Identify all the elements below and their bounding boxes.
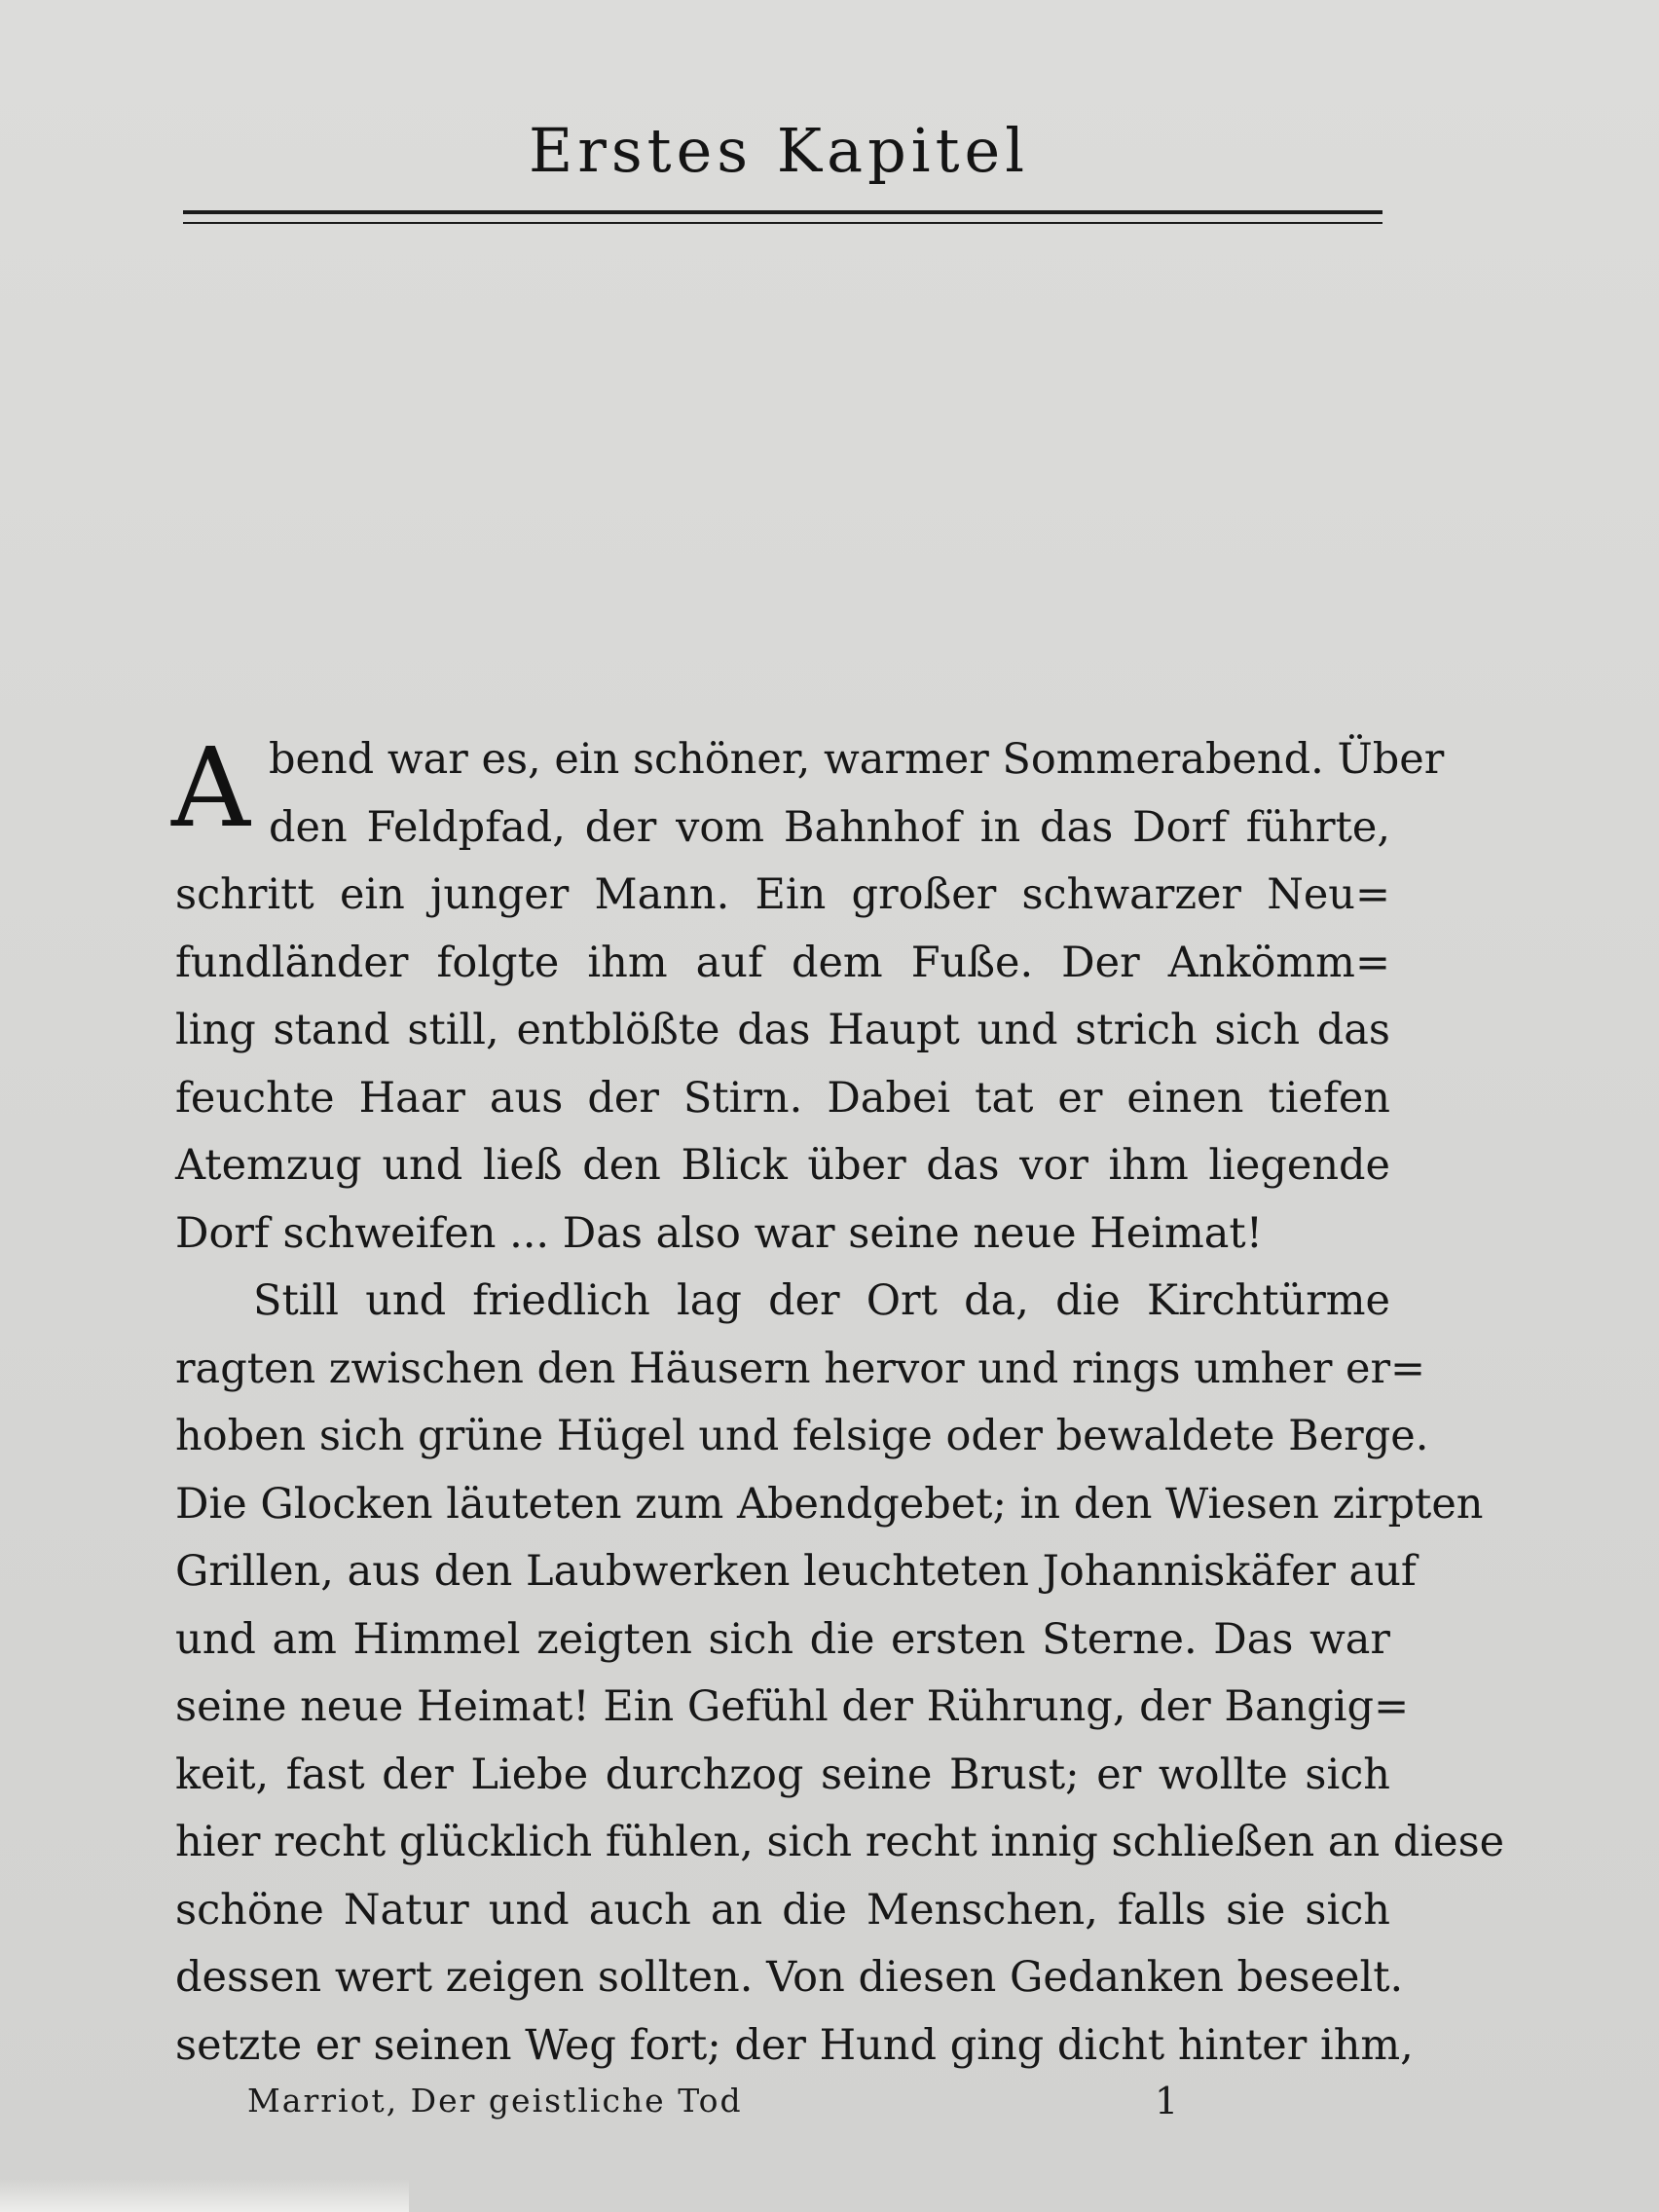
footer-signature: Marriot, Der geistliche Tod <box>247 2082 743 2120</box>
text-line: feuchte Haar aus der Stirn. Dabei tat er einen tiefen <box>175 1073 1390 1123</box>
text-line: schritt ein junger Mann. Ein großer schwarzer Neu= <box>175 870 1390 919</box>
text-line: und am Himmel zeigten sich die ersten Sterne. Das war <box>175 1614 1390 1664</box>
text-line: den Feldpfad, der vom Bahnhof in das Dorf führte, <box>269 802 1390 852</box>
text-line: schöne Natur und auch an die Menschen, falls sie sich <box>175 1885 1390 1935</box>
text-line: Dorf schweifen ... Das also war seine neue Heimat! <box>175 1208 1263 1258</box>
chapter-title: Erstes Kapitel <box>528 115 1030 186</box>
title-rule-thin <box>183 222 1382 224</box>
text-line: setzte er seinen Weg fort; der Hund ging dicht hinter ihm, <box>175 2020 1414 2070</box>
title-rule-thick <box>183 210 1382 214</box>
text-line: hoben sich grüne Hügel und felsige oder bewaldete Berge. <box>175 1412 1429 1460</box>
page-number: 1 <box>1155 2080 1179 2122</box>
text-line: bend war es, ein schöner, warmer Sommerabend. Über <box>269 735 1445 784</box>
text-line: Grillen, aus den Laubwerken leuchteten Johanniskäfer auf <box>175 1547 1417 1596</box>
text-line: hier recht glücklich fühlen, sich recht innig schließen an diese <box>175 1818 1505 1866</box>
body-text <box>171 725 1505 2080</box>
drop-cap: A <box>171 725 250 852</box>
text-line: Die Glocken läuteten zum Abendgebet; in den Wiesen zirpten <box>175 1479 1484 1529</box>
text-line: seine neue Heimat! Ein Gefühl der Rührung, der Bangig= <box>175 1682 1410 1731</box>
text-line: fundländer folgte ihm auf dem Fuße. Der Ankömm= <box>175 938 1390 987</box>
scan-edge <box>0 2179 409 2212</box>
text-line: ragten zwischen den Häusern hervor und rings umher er= <box>175 1344 1426 1393</box>
text-line: Still und friedlich lag der Ort da, die Kirchtürme <box>253 1276 1390 1325</box>
text-line: Atemzug und ließ den Blick über das vor ihm liegende <box>175 1141 1390 1190</box>
text-line: ling stand still, entblößte das Haupt und strich sich das <box>175 1006 1390 1054</box>
text-line: dessen wert zeigen sollten. Von diesen Gedanken beseelt. <box>175 1953 1404 2002</box>
text-line: keit, fast der Liebe durchzog seine Brust; er wollte sich <box>175 1750 1390 1799</box>
